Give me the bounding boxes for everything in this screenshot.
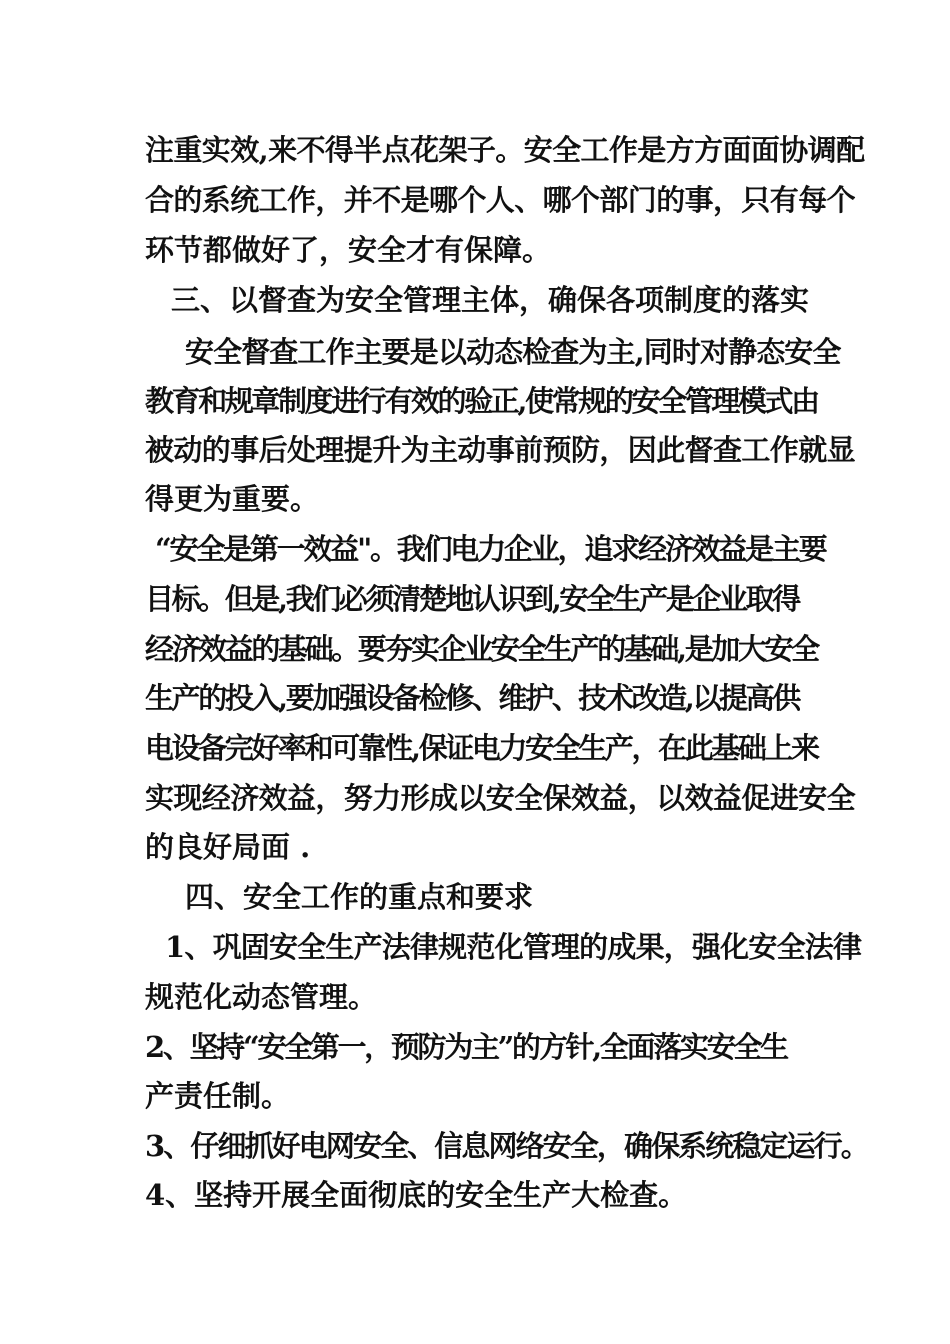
list-item: 1、巩固安全生产法律规范化管理的成果，强化安全法律 — [165, 930, 862, 964]
text-line: 得更为重要。 — [145, 482, 320, 516]
text-line: 合的系统工作，并不是哪个人、哪个部门的事，只有每个 — [145, 183, 856, 217]
list-item-continuation: 规范化动态管理。 — [145, 980, 378, 1014]
section-heading: 四、安全工作的重点和要求 — [185, 880, 534, 914]
text-line: 被动的事后处理提升为主动事前预防，因此督查工作就显 — [145, 433, 856, 467]
text-line: 注重实效,来不得半点花架子。安全工作是方方面面协调配 — [145, 133, 865, 167]
text-line: 安全督查工作主要是以动态检查为主,同时对静态安全 — [185, 335, 841, 369]
list-item-continuation: 产责任制。 — [145, 1079, 291, 1113]
text-line: 教育和规章制度进行有效的验正,使常规的安全管理模式由 — [145, 384, 818, 418]
text-line: 实现经济效益，努力形成以安全保效益，以效益促进安全 — [145, 781, 856, 815]
list-item: 2、坚持“安全第一，预防为主”的方针,全面落实安全生 — [145, 1030, 787, 1064]
text-line: 经济效益的基础。要夯实企业安全生产的基础,是加大安全 — [145, 632, 818, 666]
text-line: 生产的投入,要加强设备检修、维护、技术改造,以提高供 — [145, 681, 799, 715]
list-item: 4、坚持开展全面彻底的安全生产大检查。 — [145, 1178, 688, 1212]
text-line: 的良好局面 . — [145, 830, 311, 864]
list-item: 3、仔细抓好电网安全、信息网络安全，确保系统稳定运行。 — [145, 1129, 868, 1163]
section-heading: 三、以督查为安全管理主体，确保各项制度的落实 — [171, 283, 810, 317]
text-line: 目标。但是,我们必须清楚地认识到,安全生产是企业取得 — [145, 582, 799, 616]
text-line: “安全是第一效益"。我们电力企业，追求经济效益是主要 — [155, 532, 826, 566]
text-line: 环节都做好了，安全才有保障。 — [145, 233, 552, 267]
text-line: 电设备完好率和可靠性,保证电力安全生产，在此基础上来 — [145, 731, 818, 765]
